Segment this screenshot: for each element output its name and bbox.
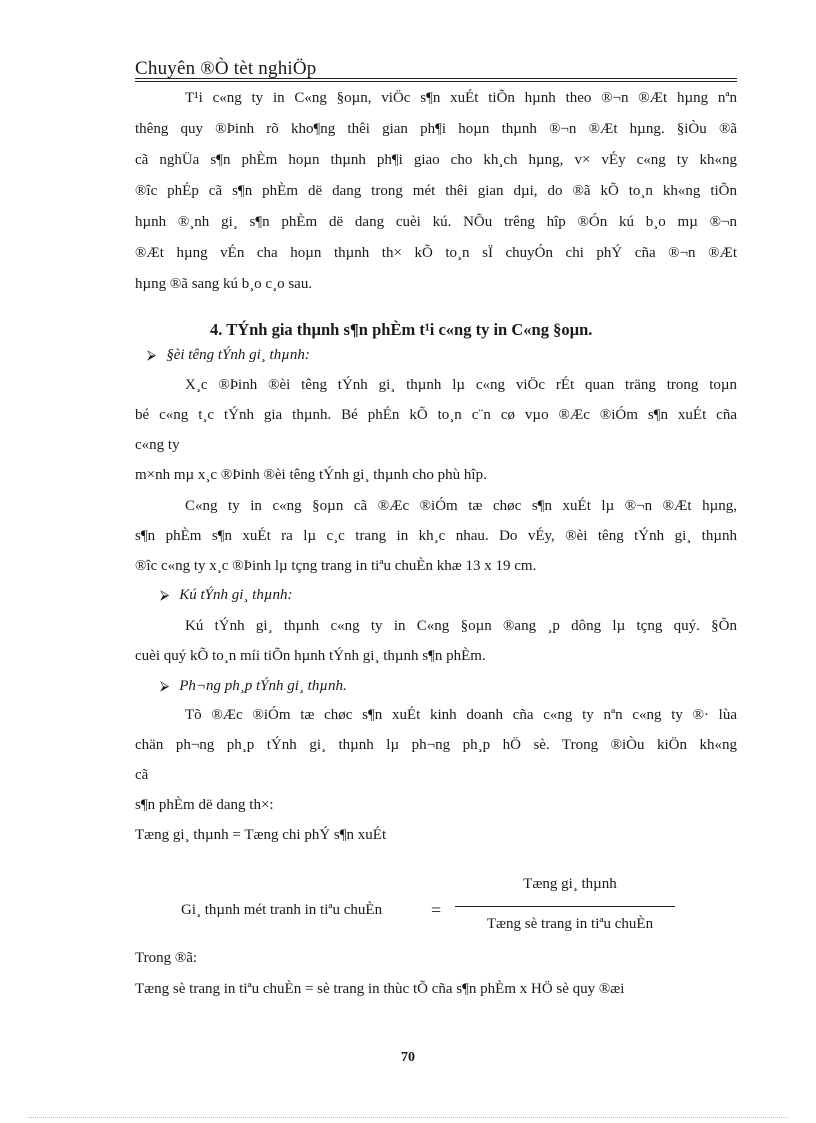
formula-denominator: Tæng sè trang in tiªu chuÈn: [486, 916, 654, 932]
paragraph-line: T¹i c«ng ty in C«ng §oµn, viÖc s¶n xuÉt tiÕn hµnh theo ®¬n ®Æt hµng nªn: [185, 90, 737, 106]
unit-cost-formula: [135, 876, 737, 936]
paragraph-line: cã nghÜa s¶n phÈm hoµn thµnh ph¶i giao cho kh¸ch hµng, v× vÉy c«ng ty kh«ng: [135, 152, 737, 168]
bullet-text: Ph¬ng ph¸p tÝnh gi¸ thµnh.: [179, 678, 347, 694]
paragraph-line: chän ph¬ng ph¸p tÝnh gi¸ thµnh lµ ph¬ng ph¸p hÖ sè. Trong ®iÒu kiÖn kh«ng: [135, 737, 737, 753]
arrow-bullet-icon: ⮚: [147, 347, 157, 362]
paragraph-line: cã: [135, 767, 149, 783]
page-bottom-border: [28, 1117, 788, 1118]
section-heading: 4. TÝnh gia thµnh s¶n phÈm t¹i c«ng ty in C«ng §oµn.: [210, 320, 593, 339]
formula-numerator: Tæng gi¸ thµnh: [523, 876, 617, 892]
paragraph-line: s¶n phÈm dë dang th×:: [135, 797, 274, 813]
paragraph-line: bé c«ng t¸c tÝnh gia thµnh. Bé phÉn kÕ to¸n c¨n cø vµo ®Æc ®iÓm s¶n xuÉt cña: [135, 407, 737, 423]
formula-equals: =: [431, 900, 442, 920]
bullet-item: [147, 347, 310, 364]
bullet-text: Kú tÝnh gi¸ thµnh:: [179, 587, 293, 603]
arrow-bullet-icon: ⮚: [160, 678, 170, 693]
paragraph-line: cuèi quý kÕ to¸n míi tiÕn hµnh tÝnh gi¸ thµnh s¶n phÈm.: [135, 648, 486, 664]
paragraph-line: m×nh mµ x¸c ®Þinh ®èi têng tÝnh gi¸ thµnh cho phù hîp.: [135, 467, 487, 483]
paragraph-line: Tõ ®Æc ®iÓm tæ chøc s¶n xuÉt kinh doanh cña c«ng ty nªn c«ng ty ®· lùa: [185, 707, 737, 723]
header-title: Chuyên ®Ò tèt nghiÖp: [135, 58, 317, 79]
paragraph-line: hµnh ®¸nh gi¸ s¶n phÈm dë dang cuèi kú. NÕu trêng hîp ®Ón kú b¸o mµ ®¬n: [135, 214, 737, 230]
paragraph-line: X¸c ®Þinh ®èi têng tÝnh gi¸ thµnh lµ c«ng viÖc rÉt quan träng trong toµn: [185, 377, 737, 393]
paragraph-line: C«ng ty in c«ng §oµn cã ®Æc ®iÓm tæ chøc s¶n xuÉt lµ ®¬n ®Æt hµng,: [185, 498, 737, 514]
paragraph-line: Kú tÝnh gi¸ thµnh c«ng ty in C«ng §oµn ®ang ¸p dông lµ tçng quý. §Õn: [185, 618, 737, 634]
bullet-item: [160, 678, 347, 695]
page-number: 70: [401, 1050, 415, 1065]
formula-label: Gi¸ thµnh mét tranh in tiªu chuÈn: [181, 902, 383, 918]
paragraph-line: thêng quy ®Þinh rõ kho¶ng thêi gian ph¶i hoµn thµnh ®¬n ®Æt hµng. §iÒu ®ã: [135, 121, 737, 137]
paragraph-line: ®îc phÉp cã s¶n phÈm dë dang trong mét thêi gian dµi, do ®ã kÕ to¸n kh«ng tiÕn: [135, 183, 737, 199]
header-rule-top: [135, 78, 737, 79]
bullet-text: §èi têng tÝnh gi¸ thµnh:: [166, 347, 310, 363]
paragraph-line: ®Æt hµng vÉn cha hoµn thµnh th× kÕ to¸n sÏ chuyÓn chi phÝ cña ®¬n ®Æt: [135, 245, 737, 261]
bullet-item: [160, 587, 292, 604]
arrow-bullet-icon: ⮚: [160, 587, 170, 602]
paragraph-line: ®îc c«ng ty x¸c ®Þinh lµ tçng trang in tiªu chuÈn khæ 13 x 19 cm.: [135, 558, 537, 574]
header-rule-bottom: [135, 81, 737, 82]
paragraph-line: hµng ®ã sang kú b¸o c¸o sau.: [135, 276, 313, 292]
paragraph-line: Tæng gi¸ thµnh = Tæng chi phÝ s¶n xuÉt: [135, 827, 387, 843]
paragraph-line: Trong ®ã:: [135, 950, 198, 966]
paragraph-line: Tæng sè trang in tiªu chuÈn = sè trang in thùc tÕ cña s¶n phÈm x HÖ sè quy ®æi: [135, 981, 625, 997]
fraction-bar: [455, 906, 675, 907]
paragraph-line: s¶n phÈm s¶n xuÉt ra lµ c¸c trang in kh¸c nhau. Do vÉy, ®èi têng tÝnh gi¸ thµnh: [135, 528, 737, 544]
paragraph-line: c«ng ty: [135, 437, 180, 453]
